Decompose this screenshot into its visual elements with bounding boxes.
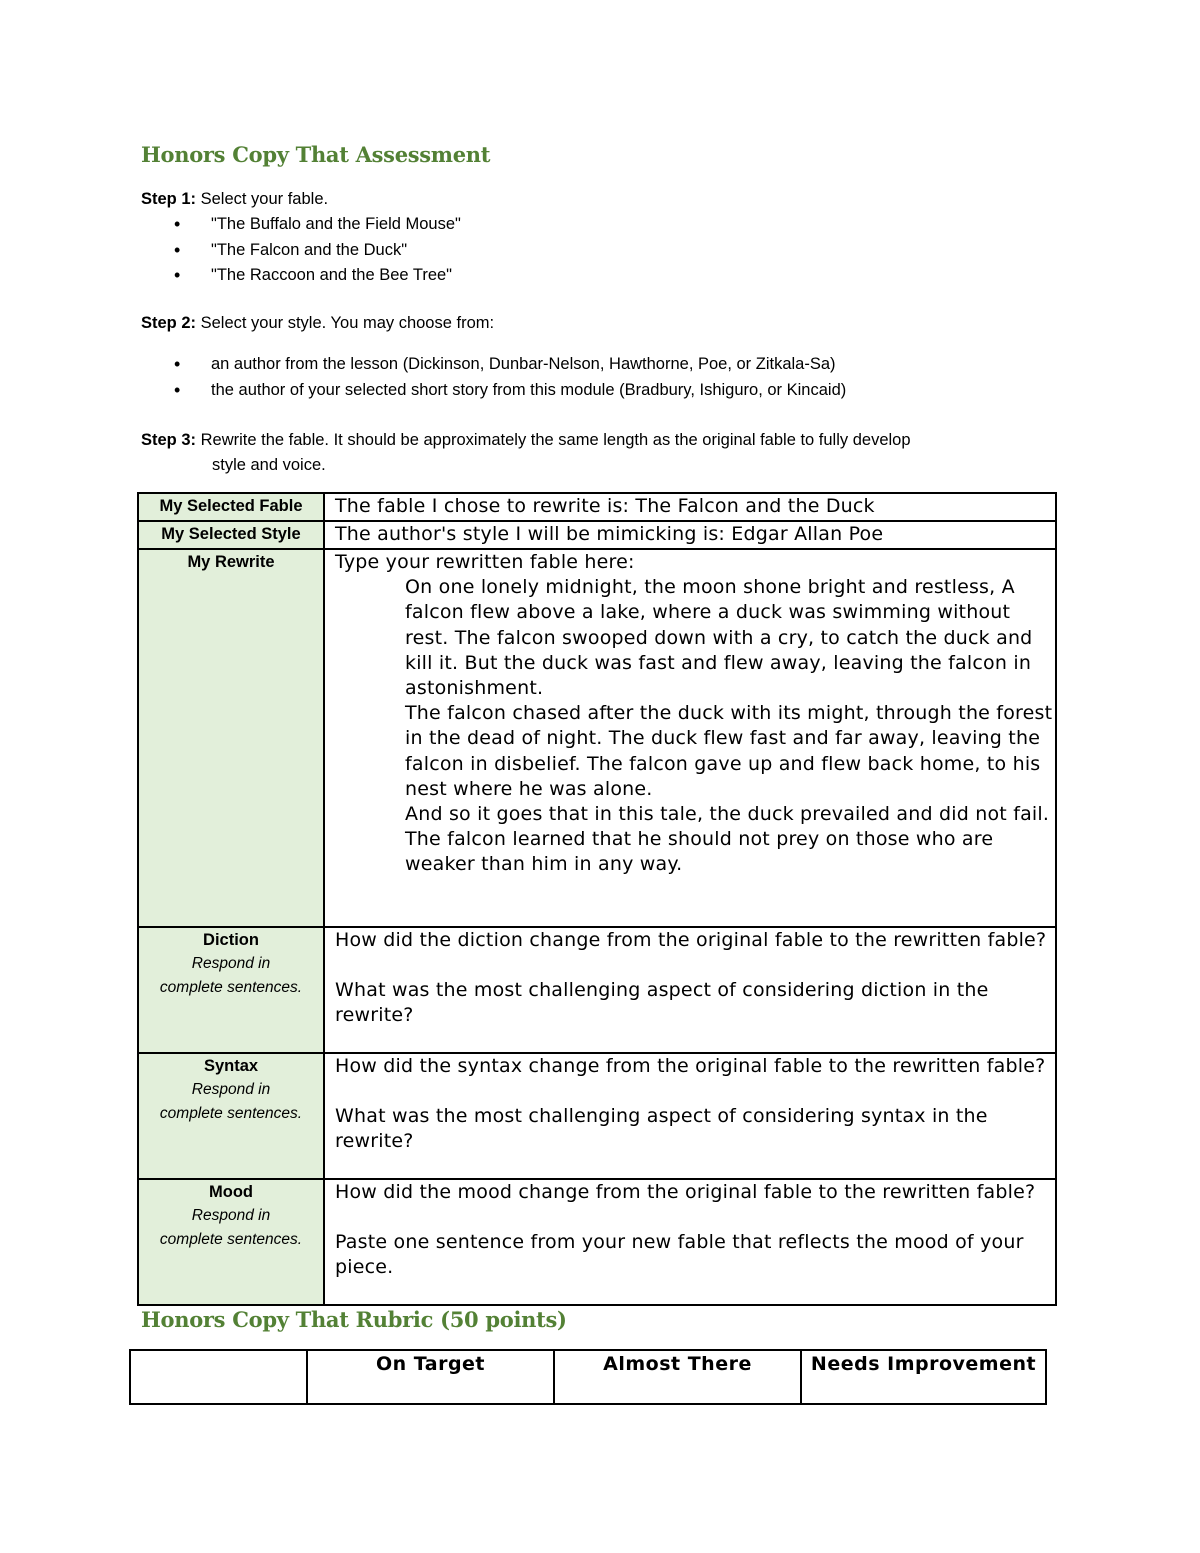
step-3 bbox=[141, 428, 1041, 478]
mood-question-1: How did the mood change from the original fable to the rewritten fable? bbox=[335, 1181, 1036, 1203]
list-item: • "The Raccoon and the Bee Tree" bbox=[141, 263, 461, 289]
rewrite-paragraph: On one lonely midnight, the moon shone bright and restless, A falcon flew above a lake, where a duck was swimming without rest. The falcon swooped down with a cry, to catch the duck and kill it. But the duck was fast and flew away, leaving the falcon in astonishment. bbox=[405, 576, 1033, 700]
diction-instruction: Respond in bbox=[191, 955, 271, 972]
style-label: My Selected Style bbox=[161, 525, 301, 543]
step-2 bbox=[141, 311, 494, 336]
style-value-cell[interactable] bbox=[324, 521, 1056, 549]
table-row bbox=[138, 1053, 1056, 1179]
mood-question-2: Paste one sentence from your new fable that reflects the mood of your piece. bbox=[335, 1231, 1024, 1279]
style-label-cell bbox=[138, 521, 324, 549]
style-value: The author's style I will be mimicking is: Edgar Allan Poe bbox=[335, 523, 884, 545]
step-1 bbox=[141, 187, 328, 212]
step-3-label: Step 3: bbox=[141, 431, 197, 449]
table-row bbox=[138, 1179, 1056, 1305]
step-2-text: Select your style. You may choose from: bbox=[196, 314, 495, 332]
list-item: • an author from the lesson (Dickinson, Dunbar-Nelson, Hawthorne, Poe, or Zitkala-Sa) bbox=[141, 352, 846, 378]
style-options-list bbox=[141, 352, 846, 403]
diction-question-2: What was the most challenging aspect of considering diction in the rewrite? bbox=[335, 979, 989, 1027]
list-item: • "The Falcon and the Duck" bbox=[141, 238, 461, 264]
table-row bbox=[138, 493, 1056, 521]
rubric-header-almost-there: Almost There bbox=[554, 1350, 801, 1404]
rewrite-paragraph: And so it goes that in this tale, the duck prevailed and did not fail. The falcon learned that he should not prey on those who are weaker than him in any way. bbox=[405, 803, 1050, 876]
fable-value-cell[interactable] bbox=[324, 493, 1056, 521]
fable-value: The fable I chose to rewrite is: The Falcon and the Duck bbox=[335, 495, 875, 517]
syntax-label: Syntax bbox=[203, 1057, 259, 1075]
syntax-question-2: What was the most challenging aspect of considering syntax in the rewrite? bbox=[335, 1105, 988, 1153]
list-item: • "The Buffalo and the Field Mouse" bbox=[141, 212, 461, 238]
table-row bbox=[138, 927, 1056, 1053]
syntax-question-1: How did the syntax change from the original fable to the rewritten fable? bbox=[335, 1055, 1046, 1077]
fable-options-list bbox=[141, 212, 461, 289]
syntax-label-cell bbox=[138, 1053, 324, 1179]
fable-label-cell bbox=[138, 493, 324, 521]
diction-label: Diction bbox=[203, 931, 259, 949]
rubric-title: Honors Copy That Rubric (50 points) bbox=[141, 1307, 567, 1332]
mood-response-cell[interactable] bbox=[324, 1179, 1056, 1305]
rubric-header-on-target: On Target bbox=[307, 1350, 554, 1404]
rubric-header-needs-improvement: Needs Improvement bbox=[801, 1350, 1046, 1404]
step-3-text-cont: style and voice. bbox=[212, 456, 326, 474]
assessment-table bbox=[137, 492, 1057, 1306]
list-item: • the author of your selected short story from this module (Bradbury, Ishiguro, or Kincaid) bbox=[141, 378, 846, 404]
diction-question-1: How did the diction change from the original fable to the rewritten fable? bbox=[335, 929, 1047, 951]
step-2-label: Step 2: bbox=[141, 314, 197, 332]
rewrite-paragraph: The falcon chased after the duck with its might, through the forest in the dead of night. The duck flew fast and far away, leaving the falcon in disbelief. The falcon gave up and flew back home, to his nest where he was alone. bbox=[405, 702, 1053, 800]
syntax-instruction: Respond in bbox=[191, 1081, 271, 1098]
mood-instruction: complete sentences. bbox=[159, 1231, 303, 1248]
table-row bbox=[130, 1350, 1046, 1404]
diction-label-cell bbox=[138, 927, 324, 1053]
syntax-instruction: complete sentences. bbox=[159, 1105, 303, 1122]
table-row bbox=[138, 521, 1056, 549]
rubric-table bbox=[129, 1349, 1047, 1405]
mood-label-cell bbox=[138, 1179, 324, 1305]
diction-response-cell[interactable] bbox=[324, 927, 1056, 1053]
step-3-text: Rewrite the fable. It should be approximately the same length as the original fable to fully develop bbox=[196, 431, 911, 449]
rewrite-label: My Rewrite bbox=[187, 553, 275, 571]
step-1-text: Select your fable. bbox=[196, 190, 329, 208]
diction-instruction: complete sentences. bbox=[159, 979, 303, 996]
page-title: Honors Copy That Assessment bbox=[141, 142, 491, 167]
mood-label: Mood bbox=[209, 1183, 253, 1201]
mood-instruction: Respond in bbox=[191, 1207, 271, 1224]
table-row bbox=[138, 549, 1056, 927]
rewrite-text bbox=[335, 575, 1055, 877]
syntax-response-cell[interactable] bbox=[324, 1053, 1056, 1179]
step-1-label: Step 1: bbox=[141, 190, 197, 208]
rewrite-intro: Type your rewritten fable here: bbox=[335, 551, 635, 573]
rewrite-label-cell bbox=[138, 549, 324, 927]
rubric-header-empty bbox=[130, 1350, 307, 1404]
fable-label: My Selected Fable bbox=[159, 497, 303, 515]
rewrite-cell[interactable] bbox=[324, 549, 1056, 927]
